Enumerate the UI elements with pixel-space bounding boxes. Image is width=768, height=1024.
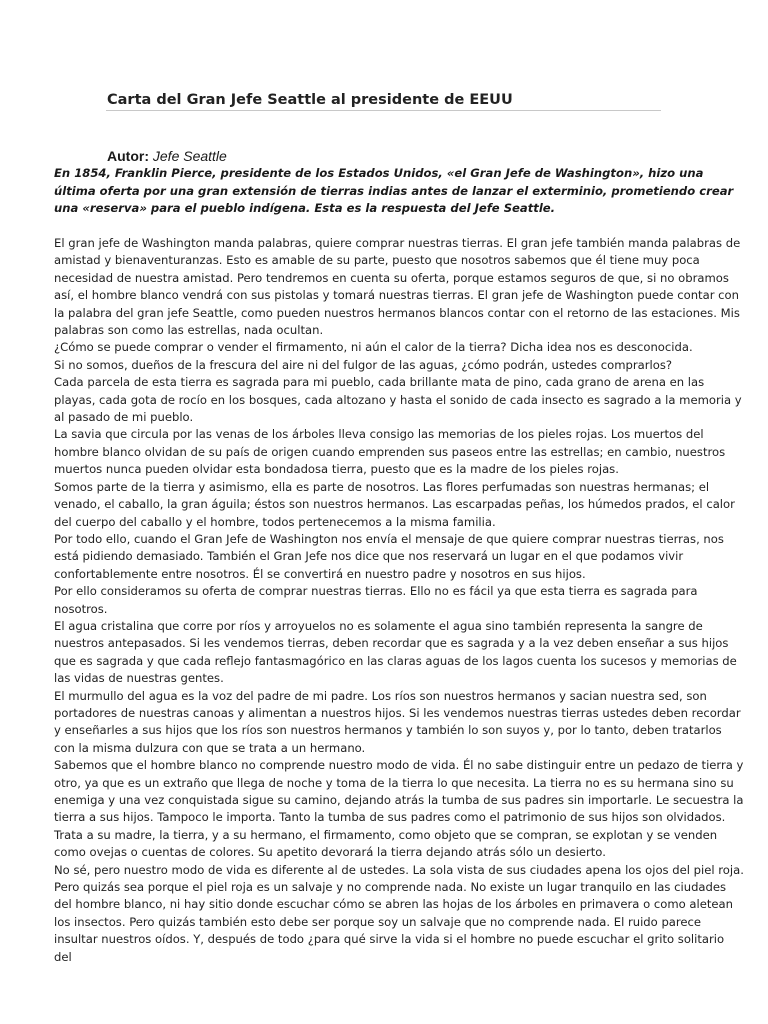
document-title: Carta del Gran Jefe Seattle al presidente de EEUU [107,92,513,108]
paragraph: ¿Cómo se puede comprar o vender el firmamento, ni aún el calor de la tierra? Dicha idea nos es desconocida. [54,340,693,355]
paragraph: Si no somos, dueños de la frescura del aire ni del fulgor de las aguas, ¿cómo podrán, ustedes comprarlos? [54,357,673,372]
paragraph: Por ello consideramos su oferta de comprar nuestras tierras. Ello no es fácil ya que esta tierra es sagrada para nosotros. [54,584,698,616]
paragraph: El agua cristalina que corre por ríos y arroyuelos no es solamente el agua sino también representa la sangre de nuestros antepasados. Si les vendemos tierras, deben recordar que es sagrada y a la vez deben enseñar a sus hijos que es sagrada y que cada reflejo fantasmagórico en las claras aguas de los lagos cuenta los sucesos y memorias de las vidas de nuestras gentes. [54,618,737,686]
paragraph: Somos parte de la tierra y asimismo, ella es parte de nosotros. Las flores perfumadas son nuestras hermanas; el venado, el caballo, la gran águila; éstos son nuestros hermanos. Las escarpadas peñas, los húmedos prados, el calor del cuerpo del caballo y el hombre, todos pertenecemos a la misma familia. [54,479,735,529]
author-name: Jefe Seattle [152,148,227,164]
author-label: Autor: [107,148,149,164]
paragraph: No sé, pero nuestro modo de vida es diferente al de ustedes. La sola vista de sus ciudades apena los ojos del piel roja. Pero quizás sea porque el piel roja es un salvaje y no comprende nada. No existe un lugar tranquilo en las ciudades del hombre blanco, ni hay sitio donde escuchar cómo se abren las hojas de los árboles en primavera o como aletean los insectos. Pero quizás también esto debe ser porque soy un salvaje que no comprende nada. El ruido parece insultar nuestros oídos. Y, después de todo ¿para qué sirve la vida si el hombre no puede escuchar el grito solitario del [54,862,744,964]
paragraph: Sabemos que el hombre blanco no comprende nuestro modo de vida. Él no sabe distinguir entre un pedazo de tierra y otro, ya que es un extraño que llega de noche y toma de la tierra lo que necesita. La tierra no es su hermana sino su enemiga y una vez conquistada sigue su camino, dejando atrás la tumba de sus padres sin importarle. Le secuestra la tierra a sus hijos. Tampoco le importa. Tanto la tumba de sus padres como el patrimonio de sus hijos son olvidados. Trata a su madre, la tierra, y a su hermano, el firmamento, como objeto que se compran, se explotan y se venden como ovejas o cuentas de colores. Su apetito devorará la tierra dejando atrás sólo un desierto. [54,758,744,860]
paragraph: Por todo ello, cuando el Gran Jefe de Washington nos envía el mensaje de que quiere comprar nuestras tierras, nos está pidiendo demasiado. También el Gran Jefe nos dice que nos reservará un lugar en el que podamos vivir confortablemente entre nosotros. Él se convertirá en nuestro padre y nosotros en sus hijos. [54,531,724,581]
title-divider [106,110,661,111]
paragraph: Cada parcela de esta tierra es sagrada para mi pueblo, cada brillante mata de pino, cada grano de arena en las playas, cada gota de rocío en los bosques, cada altozano y hasta el sonido de cada insecto es sagrado a la memoria y al pasado de mi pueblo. [54,375,742,425]
paragraph: El gran jefe de Washington manda palabras, quiere comprar nuestras tierras. El gran jefe también manda palabras de amistad y bienaventuranzas. Esto es amable de su parte, puesto que nosotros sabemos que él tiene muy poca necesidad de nuestra amistad. Pero tendremos en cuenta su oferta, porque estamos seguros de que, si no obramos así, el hombre blanco vendrá con sus pistolas y tomará nuestras tierras. El gran jefe de Washington puede contar con la palabra del gran jefe Seattle, como pueden nuestros hermanos blancos contar con el retorno de las estaciones. Mis palabras son como las estrellas, nada ocultan. [54,236,741,338]
intro-paragraph: En 1854, Franklin Pierce, presidente de los Estados Unidos, «el Gran Jefe de Washington», hizo una última oferta por una gran extensión de tierras indias antes de lanzar el exterminio, prometiendo crear una «reserva» para el pueblo indígena. Esta es la respuesta del Jefe Seattle. [54,166,734,215]
letter-body [54,235,744,966]
paragraph: La savia que circula por las venas de los árboles lleva consigo las memorias de los pieles rojas. Los muertos del hombre blanco olvidan de su país de origen cuando emprenden sus paseos entre las estrellas; en cambio, nuestros muertos nunca pueden olvidar esta bondadosa tierra, puesto que es la madre de los pieles rojas. [54,427,726,477]
paragraph: El murmullo del agua es la voz del padre de mi padre. Los ríos son nuestros hermanos y sacian nuestra sed, son portadores de nuestras canoas y alimentan a nuestros hijos. Si les vendemos nuestras tierras ustedes deben recordar y enseñarles a sus hijos que los ríos son nuestros hermanos y también lo son suyos y, por lo tanto, deben tratarlos con la misma dulzura con que se trata a un hermano. [54,688,741,755]
author-line [107,148,227,164]
